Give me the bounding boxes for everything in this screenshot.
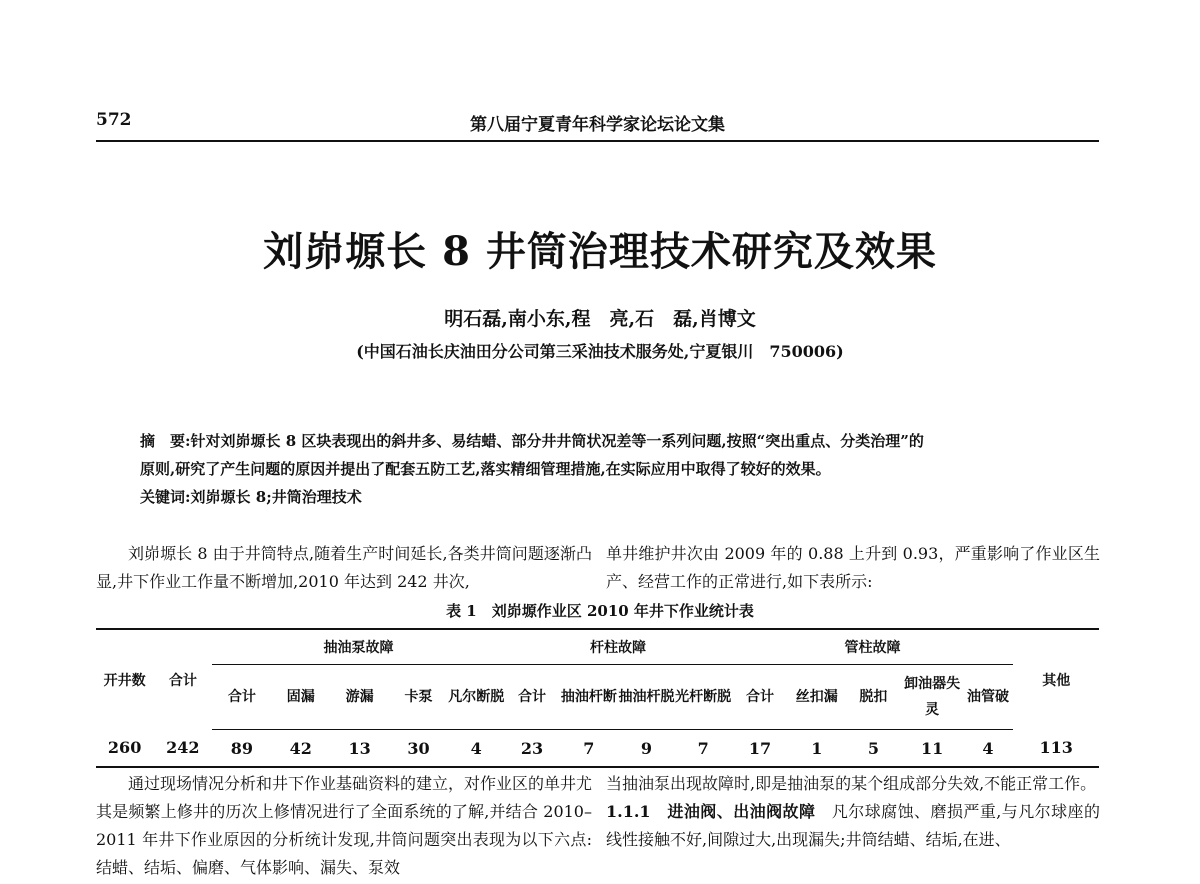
abstract-line-2: 原则,研究了产生问题的原因并提出了配套五防工艺,落实精细管理措施,在实际应用中取得了较好的效果。 bbox=[140, 460, 831, 478]
table-cell: 17 bbox=[732, 730, 789, 768]
col-header-tubing-off: 脱扣 bbox=[845, 665, 902, 730]
body-column-left-bottom bbox=[96, 770, 592, 882]
table-cell: 11 bbox=[902, 730, 963, 768]
table-cell: 5 bbox=[845, 730, 902, 768]
col-header-pump-valve: 凡尔断脱 bbox=[448, 665, 505, 730]
col-header-total: 合计 bbox=[153, 629, 212, 730]
abstract-block bbox=[140, 427, 1080, 511]
body-paragraph-1-left: 刘峁塬长 8 由于井筒特点,随着生产时间延长,各类井筒问题逐渐凸显,井下作业工作量不断增加,2010 年达到 242 井次, bbox=[96, 544, 592, 591]
table-caption: 表 1 刘峁塬作业区 2010 年井下作业统计表 bbox=[446, 602, 754, 620]
col-header-rod-total: 合计 bbox=[505, 665, 560, 730]
table-cell: 13 bbox=[330, 730, 389, 768]
table-cell: 42 bbox=[271, 730, 330, 768]
keywords-line bbox=[140, 483, 1080, 511]
col-header-rod-break: 抽油杆断 bbox=[560, 665, 619, 730]
body-column-right-bottom bbox=[606, 770, 1100, 854]
abstract-label: 摘 要: bbox=[140, 432, 191, 450]
subsection-heading: 1.1.1 进油阀、出油阀故障 bbox=[606, 802, 816, 821]
keywords-label: 关键词: bbox=[140, 488, 191, 506]
col-header-pump-total: 合计 bbox=[212, 665, 271, 730]
keywords-text: 刘峁塬长 8;井筒治理技术 bbox=[190, 488, 362, 506]
col-header-tubing-total: 合计 bbox=[732, 665, 789, 730]
table-cell: 9 bbox=[618, 730, 675, 768]
table-cell: 89 bbox=[212, 730, 271, 768]
abstract-text-1: 针对刘峁塬长 8 区块表现出的斜井多、易结蜡、部分井井筒状况差等一系列问题,按照“突出重点、分类治理”的 bbox=[190, 432, 924, 450]
table-cell: 30 bbox=[389, 730, 448, 768]
group-header-tubing: 管柱故障 bbox=[732, 629, 1014, 665]
abstract-line-1 bbox=[140, 427, 1080, 455]
col-header-tubing-thread: 丝扣漏 bbox=[788, 665, 845, 730]
col-header-other: 其他 bbox=[1013, 629, 1099, 730]
article-title: 刘峁塬长 8 井筒治理技术研究及效果 bbox=[263, 228, 937, 275]
col-header-pump-leak: 固漏 bbox=[271, 665, 330, 730]
col-header-pump-swim: 游漏 bbox=[330, 665, 389, 730]
table-cell: 7 bbox=[560, 730, 619, 768]
table-cell: 7 bbox=[675, 730, 732, 768]
col-header-tubing-broken: 油管破 bbox=[963, 665, 1014, 730]
body-column-left-top bbox=[96, 540, 592, 596]
col-header-tubing-drain: 卸油器失灵 bbox=[902, 665, 963, 730]
subsection-text: 凡尔球腐蚀、磨损严重,与凡尔球座的线性接触不好,间隙过大,出现漏失;井筒结蜡、结垢,在进、 bbox=[606, 802, 1100, 849]
subsection-1-1-1 bbox=[606, 798, 1100, 854]
group-header-pump: 抽油泵故障 bbox=[212, 629, 504, 665]
page-number: 572 bbox=[96, 110, 132, 130]
col-header-pump-stuck: 卡泵 bbox=[389, 665, 448, 730]
table-row bbox=[96, 730, 1099, 768]
affiliation: (中国石油长庆油田分公司第三采油技术服务处,宁夏银川 750006) bbox=[356, 342, 844, 361]
body-paragraph-2-left: 通过现场情况分析和井下作业基础资料的建立，对作业区的单井尤其是频繁上修井的历次上修情况进行了全面系统的了解,并结合 2010–2011 年井下作业原因的分析统计发现,井筒问题突出表现为以下六点:结蜡、结垢、偏磨、气体影响、漏失、泵效 bbox=[96, 774, 593, 877]
body-paragraph-1-right: 单井维护井次由 2009 年的 0.88 上升到 0.93，严重影响了作业区生产、经营工作的正常进行,如下表所示: bbox=[606, 544, 1100, 591]
group-header-rod: 杆柱故障 bbox=[505, 629, 732, 665]
author-list: 明石磊,南小东,程 亮,石 磊,肖博文 bbox=[444, 308, 756, 330]
col-header-open-wells: 开井数 bbox=[96, 629, 153, 730]
workover-stats-table bbox=[96, 628, 1099, 768]
col-header-rod-off: 抽油杆脱 bbox=[618, 665, 675, 730]
body-column-right-top bbox=[606, 540, 1100, 596]
table-cell: 1 bbox=[788, 730, 845, 768]
table-cell: 260 bbox=[96, 730, 153, 768]
table-cell: 242 bbox=[153, 730, 212, 768]
col-header-rod-polish: 光杆断脱 bbox=[675, 665, 732, 730]
journal-title: 第八届宁夏青年科学家论坛论文集 bbox=[470, 115, 725, 135]
table-cell: 4 bbox=[963, 730, 1014, 768]
table-cell: 113 bbox=[1013, 730, 1099, 768]
body-paragraph-2-right: 当抽油泵出现故障时,即是抽油泵的某个组成部分失效,不能正常工作。 bbox=[606, 774, 1097, 793]
running-header bbox=[96, 104, 1099, 142]
table-cell: 4 bbox=[448, 730, 505, 768]
table-cell: 23 bbox=[505, 730, 560, 768]
